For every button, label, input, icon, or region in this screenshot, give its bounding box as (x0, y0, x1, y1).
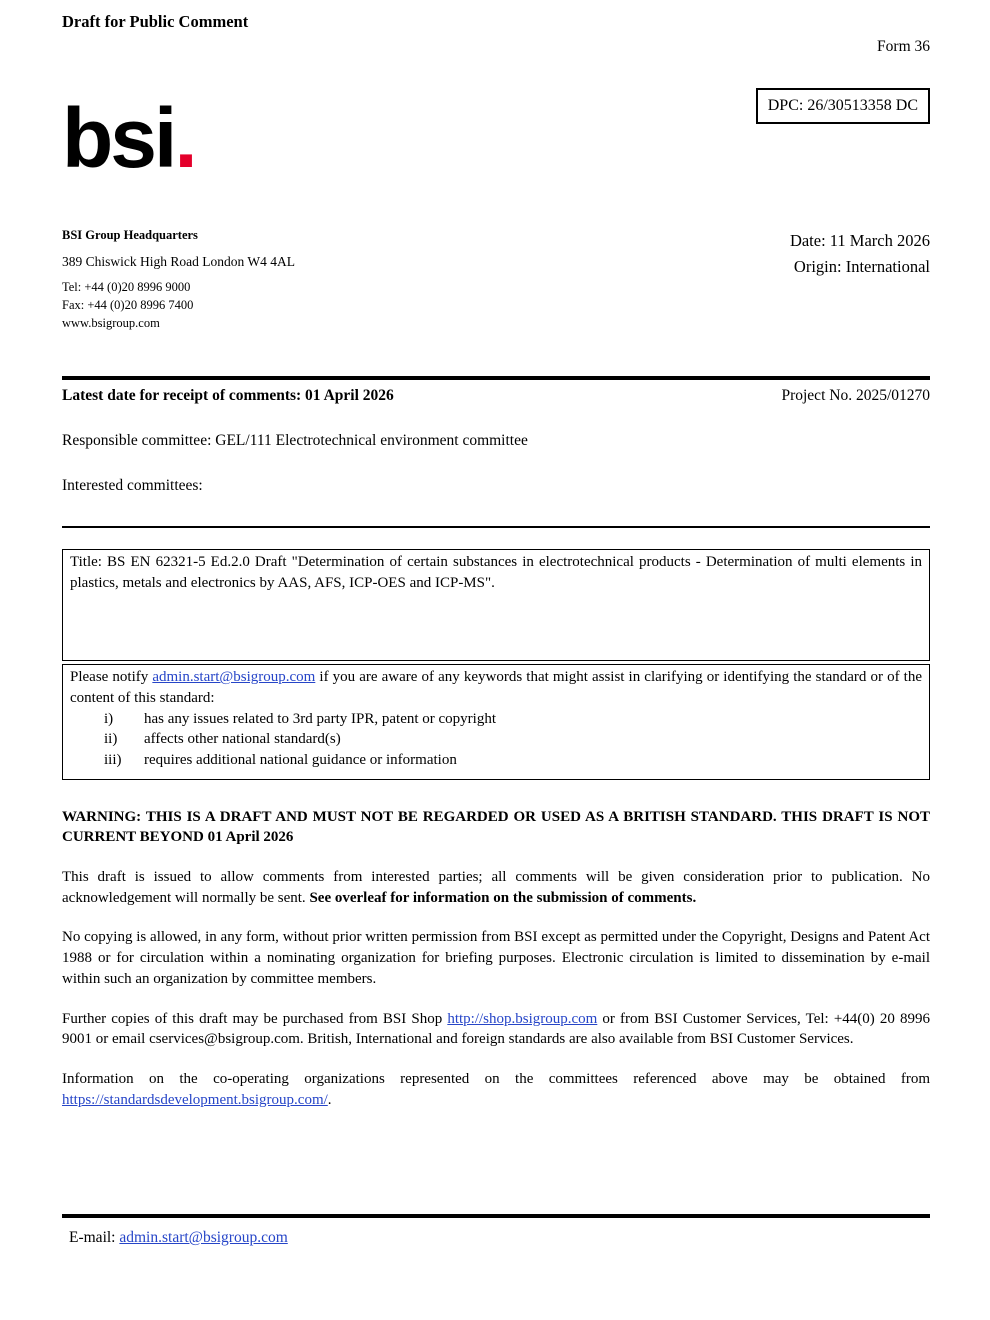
bsi-logo-dot: . (174, 91, 195, 185)
copies-paragraph (62, 1009, 930, 1050)
keyword-item (70, 709, 922, 730)
hq-website: www.bsigroup.com (62, 315, 160, 330)
notify-pre-text: Please notify (70, 669, 153, 686)
notify-box (62, 664, 930, 779)
notify-post-text: if you are aware of any keywords that might assist in clarifying or identifying the standard or of the content of this standard: (70, 669, 923, 706)
form-number: Form 36 (877, 38, 930, 55)
comments-paragraph (62, 867, 930, 908)
shop-link[interactable]: http://shop.bsigroup.com (447, 1010, 598, 1027)
warning-text: WARNING: THIS IS A DRAFT AND MUST NOT BE REGARDED OR USED AS A BRITISH STANDARD. THIS DRAFT IS NOT CURRENT BEYOND 01 April 2026 (62, 808, 930, 846)
info-post-text: . (327, 1091, 332, 1108)
top-divider (62, 376, 930, 380)
responsible-committee: Responsible committee: GEL/111 Electrotechnical environment committee (62, 432, 528, 450)
comments-bold-text: See overleaf for information on the submission of comments. (309, 889, 697, 906)
hq-tel: Tel: +44 (0)20 8996 9000 (62, 280, 191, 294)
keyword-text: affects other national standard(s) (144, 731, 341, 748)
comments-text: This draft is issued to allow comments from interested parties; all comments will be given consideration prior to publication. No acknowledgement will normally be sent. (62, 869, 930, 906)
title-box (62, 549, 930, 661)
title-text: Title: BS EN 62321-5 Ed.2.0 Draft "Determination of certain substances in electrotechnical products - Determination of multi elements in plastics, metals and electronics by AAS, AFS, ICP-OES and ICP-MS". (70, 554, 922, 591)
hq-title: BSI Group Headquarters (62, 228, 198, 242)
admin-email-link[interactable]: admin.start@bsigroup.com (152, 669, 316, 686)
latest-date-label: Latest date for receipt of comments: 01 April 2026 (62, 387, 394, 405)
keyword-item (70, 729, 922, 750)
keyword-text: has any issues related to 3rd party IPR, patent or copyright (144, 710, 497, 727)
contact-section (62, 228, 930, 332)
keyword-num: ii) (104, 731, 118, 748)
email-label: E-mail: (69, 1229, 120, 1246)
footer-divider (62, 1214, 930, 1218)
hq-address: 389 Chiswick High Road London W4 4AL (62, 254, 295, 269)
thin-divider (62, 526, 930, 528)
meta-row (62, 387, 930, 405)
dpc-number-box: DPC: 26/30513358 DC (756, 88, 930, 124)
bsi-logo-text: bsi (62, 91, 175, 185)
copies-post-text: or from BSI Customer Services, Tel: +44(0) 20 8996 9001 or email cservices@bsigroup.com. British, International and foreign standards are also available from BSI Customer Services. (62, 1010, 930, 1048)
date-label: Date: 11 March 2026 (789, 231, 930, 250)
keyword-num: iii) (104, 752, 122, 768)
standards-dev-link[interactable]: https://standardsdevelopment.bsigroup.com/ (62, 1091, 328, 1108)
footer (62, 1214, 930, 1247)
copies-pre-text: Further copies of this draft may be purchased from BSI Shop (62, 1010, 448, 1027)
info-pre-text: Information on the co-operating organizations represented on the committees referenced above may be obtained from (62, 1070, 930, 1087)
footer-email-link[interactable]: admin.start@bsigroup.com (119, 1229, 288, 1246)
notify-text (70, 667, 922, 708)
hq-contact-block (62, 228, 295, 332)
masthead (62, 88, 930, 185)
copyright-paragraph: No copying is allowed, in any form, without prior written permission from BSI except as permitted under the Copyright, Designs and Patent Act 1988 or for circulation within a nominating organization for briefing purposes. Electronic circulation is limited to dissemination by e-mail within such an organization by committee members. (62, 929, 930, 987)
keyword-item (70, 750, 922, 771)
bsi-logo (62, 91, 195, 185)
interested-committees: Interested committees: (62, 477, 203, 495)
info-paragraph (62, 1069, 930, 1110)
date-origin-block (790, 228, 930, 279)
project-number: Project No. 2025/01270 (781, 387, 930, 405)
draft-for-public-comment-label: Draft for Public Comment (62, 12, 249, 31)
origin-label: Origin: International (793, 256, 930, 276)
footer-email-line (62, 1229, 930, 1247)
keyword-text: requires additional national guidance or information (144, 752, 457, 768)
hq-fax: Fax: +44 (0)20 8996 7400 (62, 297, 194, 312)
keyword-num: i) (104, 710, 114, 727)
